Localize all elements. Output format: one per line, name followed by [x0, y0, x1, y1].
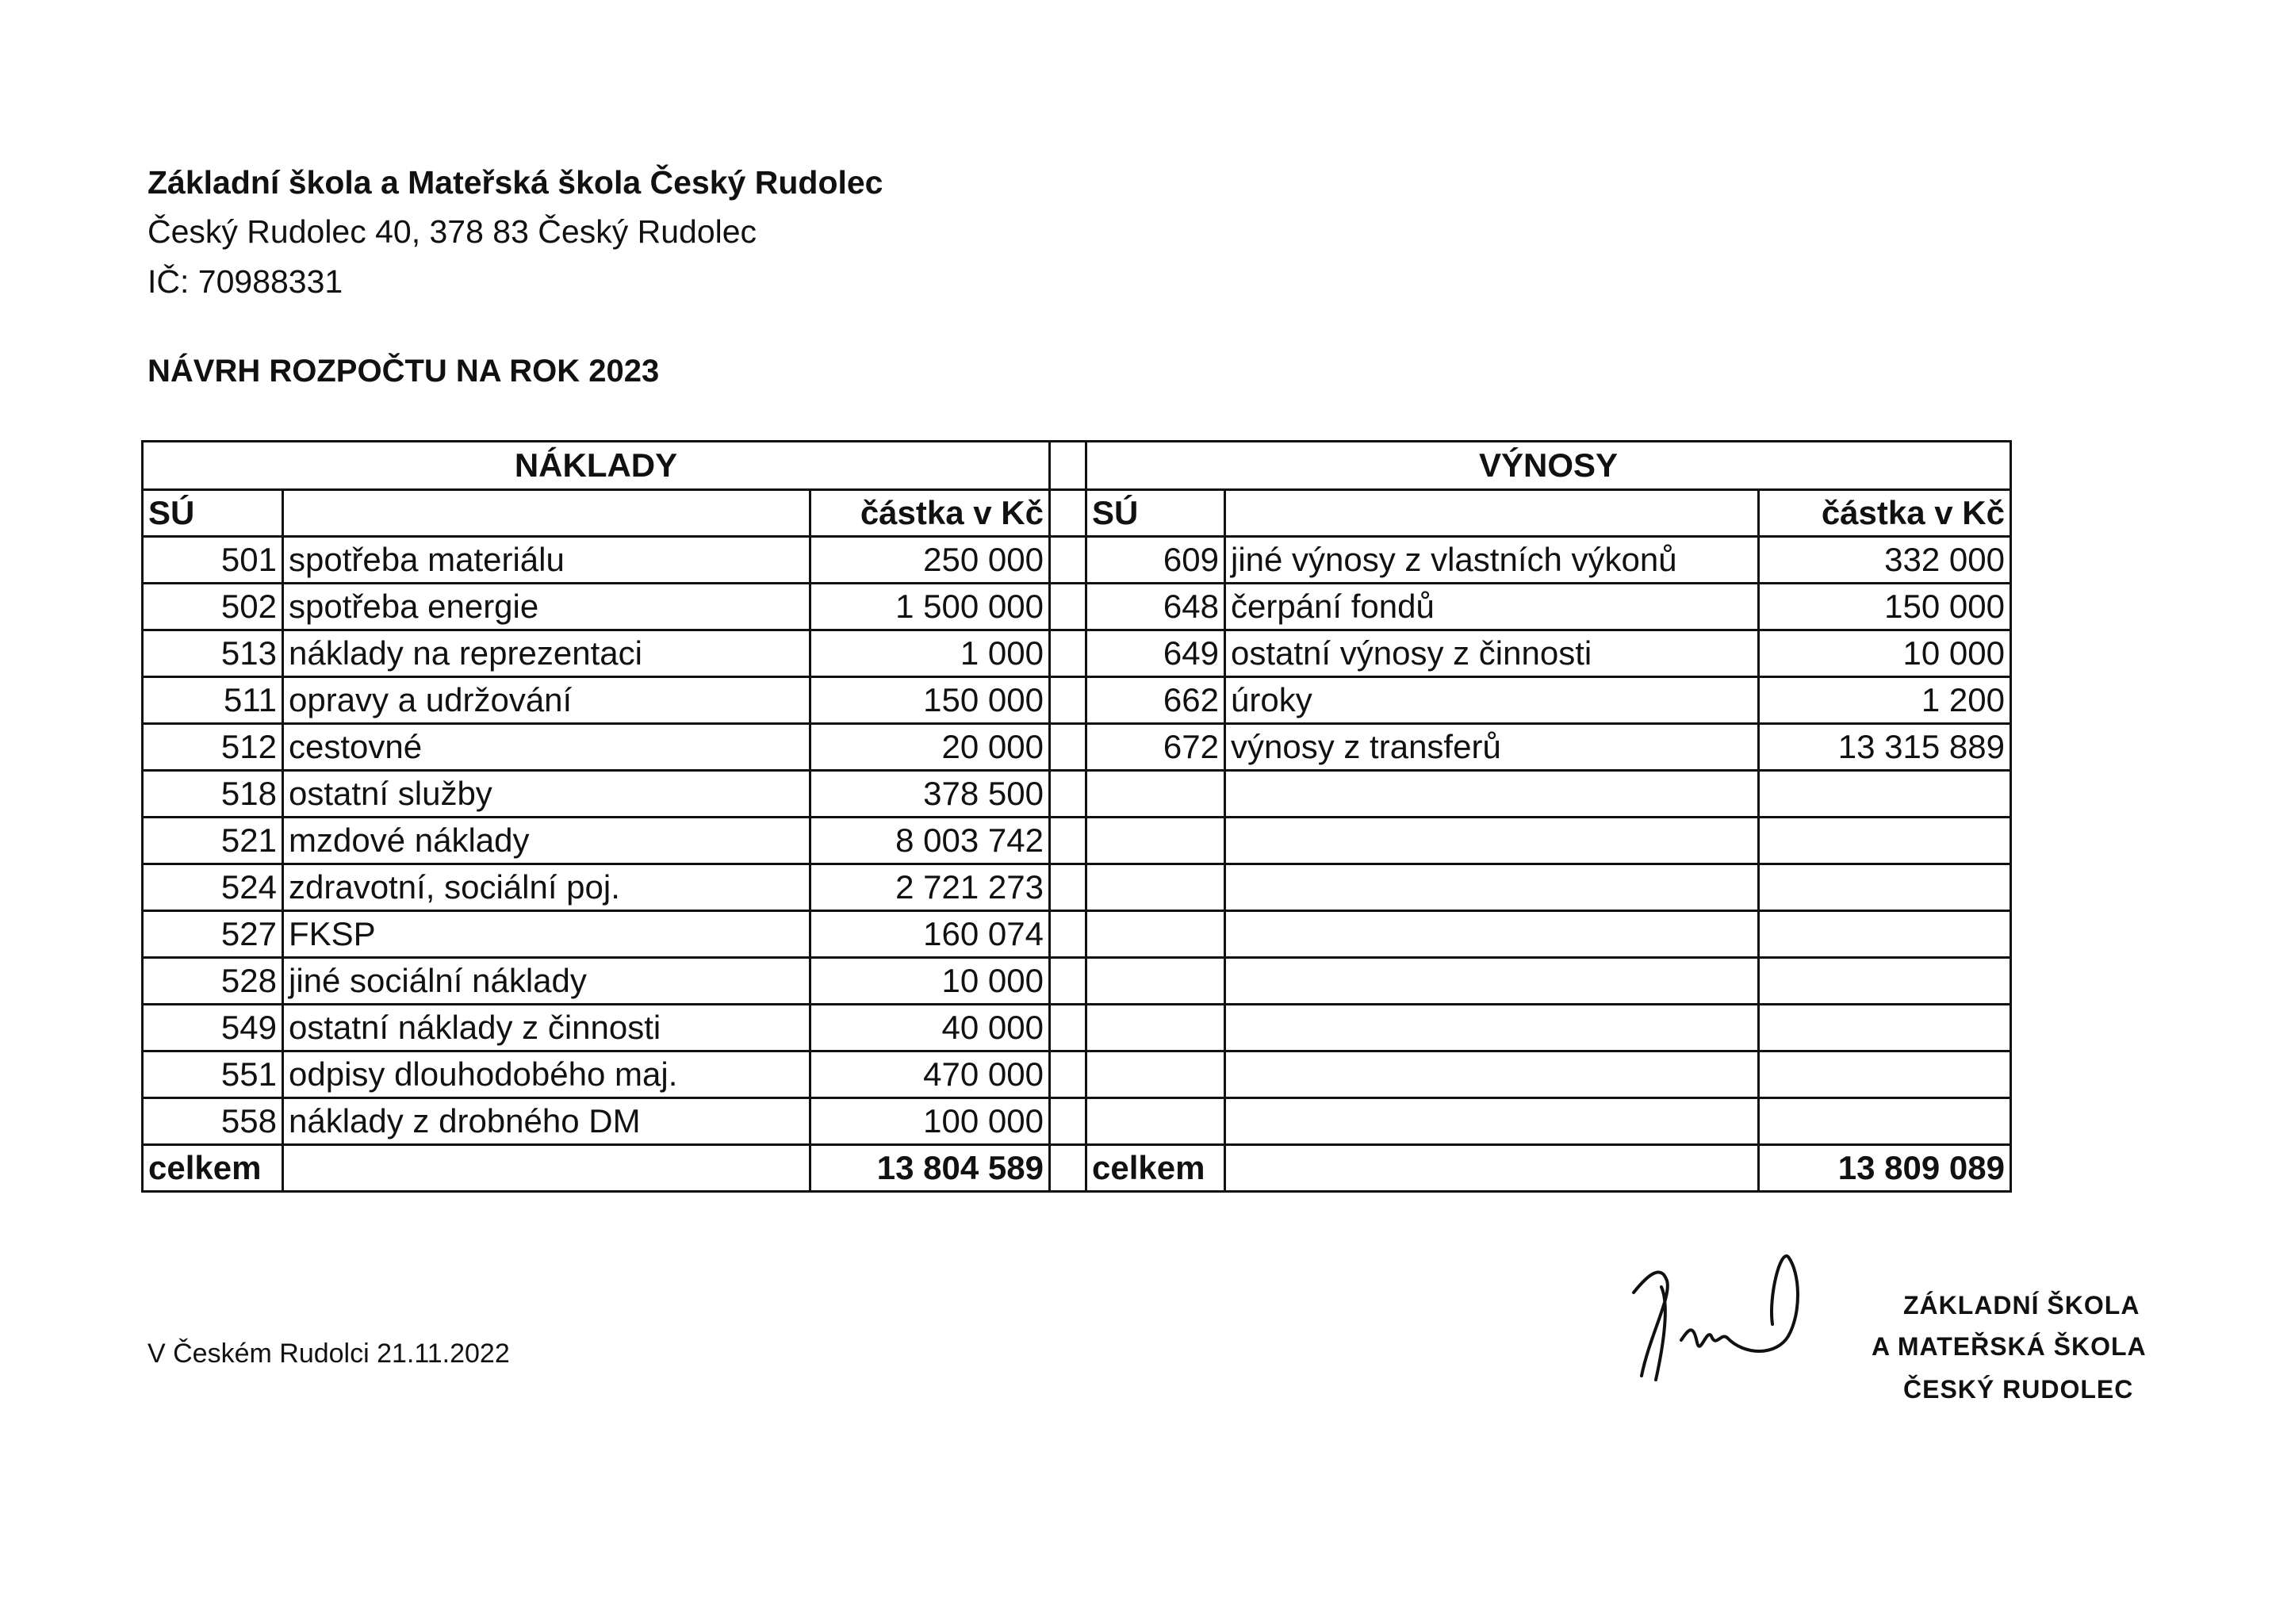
- cost-amount: 470 000: [810, 1051, 1050, 1098]
- column-gap: [1050, 1098, 1086, 1145]
- stamp-line: ZÁKLADNÍ ŠKOLA: [1903, 1291, 2140, 1320]
- costs-amount-header: částka v Kč: [810, 490, 1050, 537]
- cost-amount: 8 003 742: [810, 818, 1050, 864]
- cost-name: spotřeba materiálu: [283, 537, 810, 584]
- cost-name: opravy a udržování: [283, 677, 810, 724]
- revenue-su: 672: [1086, 724, 1225, 771]
- cost-name: náklady na reprezentaci: [283, 630, 810, 677]
- stamp-line: ČESKÝ RUDOLEC: [1903, 1375, 2134, 1404]
- cost-su: 511: [143, 677, 283, 724]
- table-row: [143, 677, 2011, 724]
- cost-su: 502: [143, 584, 283, 630]
- column-gap: [1050, 724, 1086, 771]
- revenue-amount: 332 000: [1759, 537, 2011, 584]
- costs-total-spacer: [283, 1145, 810, 1192]
- table-row: [143, 771, 2011, 818]
- revenue-name: [1225, 771, 1759, 818]
- cost-name: náklady z drobného DM: [283, 1098, 810, 1145]
- table-row: [143, 1005, 2011, 1051]
- column-gap: [1050, 537, 1086, 584]
- revenues-amount-header: částka v Kč: [1759, 490, 2011, 537]
- revenues-su-header: SÚ: [1086, 490, 1225, 537]
- revenue-name: [1225, 1051, 1759, 1098]
- revenue-amount: [1759, 911, 2011, 958]
- revenue-amount: 1 200: [1759, 677, 2011, 724]
- cost-su: 549: [143, 1005, 283, 1051]
- section-header-row: [143, 442, 2011, 490]
- costs-total-label: celkem: [143, 1145, 283, 1192]
- revenue-name: [1225, 864, 1759, 911]
- costs-header: NÁKLADY: [143, 442, 1050, 490]
- signature: [1618, 1249, 1824, 1388]
- cost-su: 512: [143, 724, 283, 771]
- column-gap: [1050, 630, 1086, 677]
- budget-table: [141, 440, 2012, 1193]
- revenue-su: 648: [1086, 584, 1225, 630]
- table-row: [143, 630, 2011, 677]
- revenue-su: [1086, 1051, 1225, 1098]
- revenue-amount: [1759, 818, 2011, 864]
- cost-amount: 10 000: [810, 958, 1050, 1005]
- cost-su: 527: [143, 911, 283, 958]
- revenues-name-header: [1225, 490, 1759, 537]
- cost-su: 551: [143, 1051, 283, 1098]
- cost-amount: 20 000: [810, 724, 1050, 771]
- revenue-su: 609: [1086, 537, 1225, 584]
- revenue-amount: 150 000: [1759, 584, 2011, 630]
- cost-su: 528: [143, 958, 283, 1005]
- column-gap: [1050, 1051, 1086, 1098]
- revenue-name: [1225, 818, 1759, 864]
- table-row: [143, 537, 2011, 584]
- column-gap: [1050, 584, 1086, 630]
- revenues-total-spacer: [1225, 1145, 1759, 1192]
- column-gap: [1050, 818, 1086, 864]
- document-title: NÁVRH ROZPOČTU NA ROK 2023: [148, 354, 660, 389]
- table-row: [143, 1098, 2011, 1145]
- column-gap: [1050, 911, 1086, 958]
- cost-name: jiné sociální náklady: [283, 958, 810, 1005]
- revenue-su: [1086, 818, 1225, 864]
- revenue-amount: [1759, 958, 2011, 1005]
- cost-amount: 40 000: [810, 1005, 1050, 1051]
- cost-amount: 160 074: [810, 911, 1050, 958]
- cost-su: 521: [143, 818, 283, 864]
- revenues-total-label: celkem: [1086, 1145, 1225, 1192]
- costs-su-header: SÚ: [143, 490, 283, 537]
- revenue-su: [1086, 911, 1225, 958]
- table-row: [143, 724, 2011, 771]
- organization-name: Základní škola a Mateřská škola Český Rudolec: [148, 164, 883, 201]
- revenue-name: [1225, 1005, 1759, 1051]
- organization-ico: IČ: 70988331: [148, 263, 343, 300]
- table-row: [143, 1051, 2011, 1098]
- revenue-su: 662: [1086, 677, 1225, 724]
- revenue-su: 649: [1086, 630, 1225, 677]
- cost-name: ostatní služby: [283, 771, 810, 818]
- column-header-row: [143, 490, 2011, 537]
- cost-amount: 1 500 000: [810, 584, 1050, 630]
- column-gap: [1050, 677, 1086, 724]
- revenue-amount: [1759, 1005, 2011, 1051]
- revenue-su: [1086, 864, 1225, 911]
- revenue-su: [1086, 1098, 1225, 1145]
- revenue-name: ostatní výnosy z činnosti: [1225, 630, 1759, 677]
- column-gap: [1050, 771, 1086, 818]
- cost-su: 558: [143, 1098, 283, 1145]
- column-gap: [1050, 864, 1086, 911]
- table-row: [143, 911, 2011, 958]
- revenue-amount: [1759, 1051, 2011, 1098]
- place-and-date: V Českém Rudolci 21.11.2022: [148, 1339, 510, 1369]
- cost-su: 513: [143, 630, 283, 677]
- cost-name: cestovné: [283, 724, 810, 771]
- column-gap: [1050, 1005, 1086, 1051]
- cost-name: zdravotní, sociální poj.: [283, 864, 810, 911]
- revenue-name: čerpání fondů: [1225, 584, 1759, 630]
- revenue-name: [1225, 1098, 1759, 1145]
- revenue-name: [1225, 911, 1759, 958]
- cost-amount: 2 721 273: [810, 864, 1050, 911]
- revenue-su: [1086, 1005, 1225, 1051]
- revenue-name: jiné výnosy z vlastních výkonů: [1225, 537, 1759, 584]
- revenue-name: výnosy z transferů: [1225, 724, 1759, 771]
- cost-amount: 150 000: [810, 677, 1050, 724]
- organization-address: Český Rudolec 40, 378 83 Český Rudolec: [148, 213, 757, 250]
- cost-amount: 378 500: [810, 771, 1050, 818]
- revenues-total: 13 809 089: [1759, 1145, 2011, 1192]
- revenue-amount: [1759, 1098, 2011, 1145]
- column-gap: [1050, 958, 1086, 1005]
- total-row: [143, 1145, 2011, 1192]
- column-gap: [1050, 490, 1086, 537]
- column-gap: [1050, 1145, 1086, 1192]
- table-row: [143, 818, 2011, 864]
- table-row: [143, 584, 2011, 630]
- cost-name: mzdové náklady: [283, 818, 810, 864]
- table-row: [143, 958, 2011, 1005]
- cost-name: spotřeba energie: [283, 584, 810, 630]
- cost-amount: 250 000: [810, 537, 1050, 584]
- cost-su: 501: [143, 537, 283, 584]
- revenue-amount: [1759, 771, 2011, 818]
- revenue-amount: 13 315 889: [1759, 724, 2011, 771]
- column-gap: [1050, 442, 1086, 490]
- revenue-su: [1086, 958, 1225, 1005]
- costs-total: 13 804 589: [810, 1145, 1050, 1192]
- cost-amount: 1 000: [810, 630, 1050, 677]
- revenue-amount: [1759, 864, 2011, 911]
- cost-su: 518: [143, 771, 283, 818]
- costs-name-header: [283, 490, 810, 537]
- cost-name: FKSP: [283, 911, 810, 958]
- revenue-amount: 10 000: [1759, 630, 2011, 677]
- cost-su: 524: [143, 864, 283, 911]
- revenue-name: [1225, 958, 1759, 1005]
- revenue-su: [1086, 771, 1225, 818]
- cost-amount: 100 000: [810, 1098, 1050, 1145]
- revenue-name: úroky: [1225, 677, 1759, 724]
- table-row: [143, 864, 2011, 911]
- stamp-line: A MATEŘSKÁ ŠKOLA: [1872, 1332, 2147, 1361]
- cost-name: ostatní náklady z činnosti: [283, 1005, 810, 1051]
- cost-name: odpisy dlouhodobého maj.: [283, 1051, 810, 1098]
- revenues-header: VÝNOSY: [1086, 442, 2011, 490]
